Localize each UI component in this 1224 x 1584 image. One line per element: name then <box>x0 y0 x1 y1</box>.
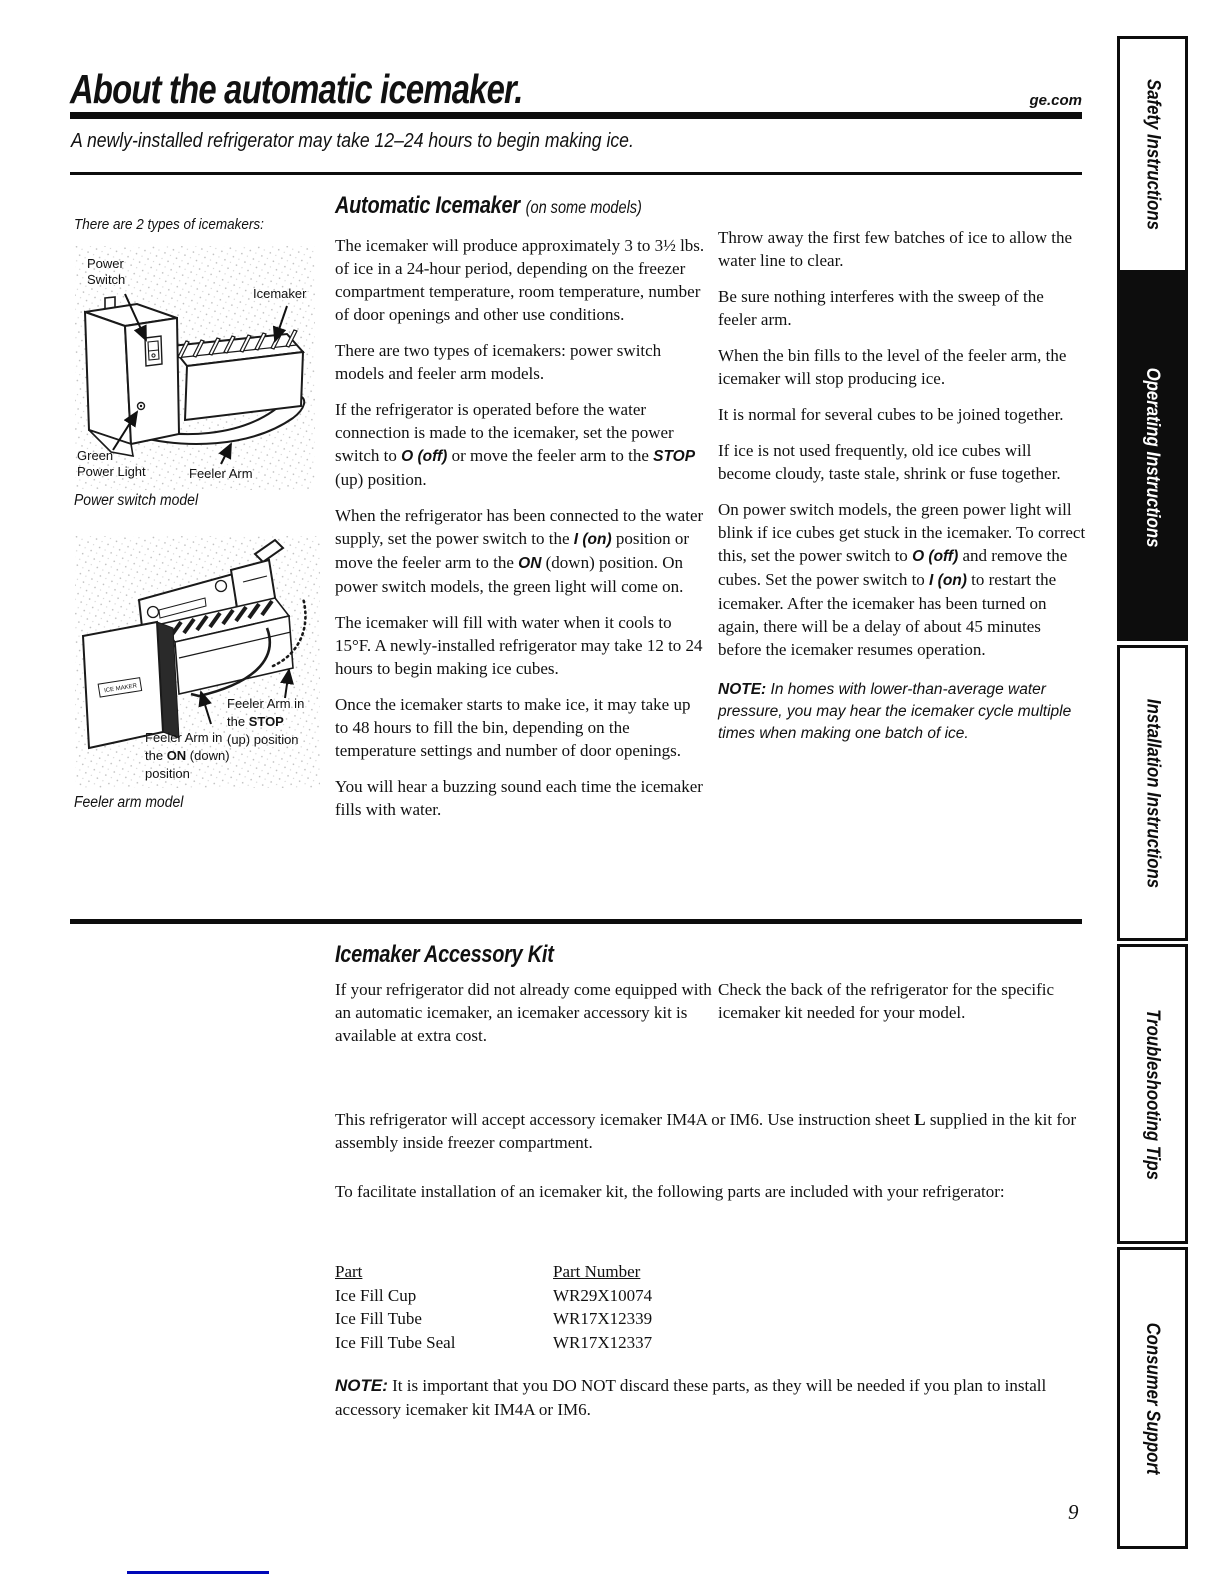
paragraph: Be sure nothing interferes with the sweep of the feeler arm. <box>718 287 1044 329</box>
stop-position-label-2: the STOP <box>227 714 284 729</box>
figures-intro: There are 2 types of icemakers: <box>74 216 264 233</box>
stop-position-label-1: Feeler Arm in <box>227 696 305 711</box>
on-position-label-1: Feeler Arm in <box>145 730 223 745</box>
part-cell: Ice Fill Tube Seal <box>335 1332 456 1352</box>
column-header-part: Part <box>335 1262 363 1281</box>
accessory-kit-column-2 <box>718 978 1090 1037</box>
paragraph: If the refrigerator is operated before the water connection is made to the icemaker, set the power switch to O (off) or move the feeler arm to the STOP (up) position. <box>335 400 696 489</box>
svg-text:ICE MAKER: ICE MAKER <box>103 683 138 695</box>
figure2-caption: Feeler arm model <box>74 794 184 811</box>
table-row <box>335 1331 652 1355</box>
paragraph: When the refrigerator has been connected to the water supply, set the power switch to the I (on) position or move the feeler arm to the ON (down) position. On power switch models, the green light will come on. <box>335 506 704 596</box>
paragraph: It is normal for several cubes to be joined together. <box>718 405 1064 424</box>
automatic-icemaker-column-2 <box>718 226 1086 745</box>
subtitle-rule <box>70 172 1082 175</box>
on-position-label-3: position <box>145 766 190 781</box>
paragraph: On power switch models, the green power light will blink if ice cubes get stuck in the icemaker. To correct this, set the power switch to O (off) and remove the cubes. Set the power switch to I (on) to restart the icemaker. After the icemaker has been turned on again, there will be a delay of about 45 minutes before the icemaker resumes operation. <box>718 500 1086 659</box>
part-cell: Ice Fill Tube <box>335 1309 422 1328</box>
on-position-label-2: the ON (down) <box>145 748 230 763</box>
title-rule <box>70 112 1082 119</box>
section-heading-accessory-kit: Icemaker Accessory Kit <box>335 941 554 968</box>
icemaker-label: Icemaker <box>253 286 307 301</box>
accessory-kit-note <box>335 1374 1092 1422</box>
part-number-cell: WR17X12339 <box>553 1309 653 1328</box>
page-subtitle: A newly-installed refrigerator may take 12–24 hours to begin making ice. <box>71 130 634 152</box>
paragraph: This refrigerator will accept accessory icemaker IM4A or IM6. Use instruction sheet L supplied in the kit for assembly inside freezer compartment. <box>335 1110 1077 1152</box>
column-header-part-number: Part Number <box>553 1262 641 1281</box>
note-paragraph: NOTE: In homes with lower-than-average water pressure, you may hear the icemaker cycle multiple times when making one batch of ice. <box>718 681 1072 742</box>
table-row <box>335 1284 652 1308</box>
parts-table-header-row <box>335 1260 652 1284</box>
sidebar-tab-installation-instructions: Installation Instructions <box>1117 645 1188 941</box>
accessory-kit-full-paragraph-2 <box>335 1180 1092 1216</box>
section-heading-automatic-icemaker: Automatic Icemaker (on some models) <box>335 192 642 219</box>
paragraph: If your refrigerator did not already come equipped with an automatic icemaker, an icemaker accessory kit is available at extra cost. <box>335 980 712 1045</box>
paragraph: Check the back of the refrigerator for the specific icemaker kit needed for your model. <box>718 980 1055 1022</box>
paragraph: Once the icemaker starts to make ice, it may take up to 48 hours to fill the bin, depending on the temperature settings and number of door openings. <box>335 695 691 760</box>
sidebar-tab-safety-instructions: Safety Instructions <box>1117 36 1188 273</box>
green-light-label: Green <box>77 448 114 463</box>
power-switch-model-figure <box>75 246 315 490</box>
feeler-arm-label: Feeler Arm <box>189 466 253 481</box>
sidebar-tab-operating-instructions: Operating Instructions <box>1117 273 1188 641</box>
registration-mark <box>127 1571 269 1574</box>
note-paragraph: NOTE: It is important that you DO NOT discard these parts, as they will be needed if you plan to install accessory icemaker kit IM4A or IM6. <box>335 1376 1047 1419</box>
paragraph: Throw away the first few batches of ice to allow the water line to clear. <box>718 228 1073 270</box>
paragraph: To facilitate installation of an icemaker kit, the following parts are included with your refrigerator: <box>335 1182 1005 1201</box>
page-number: 9 <box>1068 1500 1079 1524</box>
part-number-cell: WR17X12337 <box>553 1332 653 1352</box>
table-row <box>335 1307 652 1331</box>
sidebar-tab-consumer-support: Consumer Support <box>1117 1247 1188 1549</box>
sidebar-tab-troubleshooting-tips: Troubleshooting Tips <box>1117 944 1188 1244</box>
paragraph: There are two types of icemakers: power switch models and feeler arm models. <box>335 341 662 383</box>
automatic-icemaker-column-1 <box>335 192 707 834</box>
paragraph: You will hear a buzzing sound each time the icemaker fills with water. <box>335 777 703 819</box>
website-text: ge.com <box>1029 92 1082 109</box>
parts-table <box>335 1260 652 1354</box>
figure1-caption: Power switch model <box>74 492 199 509</box>
part-cell: Ice Fill Cup <box>335 1285 417 1305</box>
accessory-kit-column-1 <box>335 978 717 1060</box>
paragraph: The icemaker will fill with water when it cools to 15°F. A newly-installed refrigerator may take 12 to 24 hours to begin making ice cubes. <box>335 613 703 678</box>
paragraph: If ice is not used frequently, old ice cubes will become cloudy, taste stale, shrink or fuse together. <box>718 441 1061 483</box>
stop-position-label-3: (up) position <box>227 732 299 747</box>
section-rule <box>70 919 1082 924</box>
part-number-cell: WR29X10074 <box>553 1285 653 1305</box>
power-switch-label-2: Switch <box>87 272 126 287</box>
paragraph: When the bin fills to the level of the feeler arm, the icemaker will stop producing ice. <box>718 346 1067 388</box>
accessory-kit-full-paragraph-1 <box>335 1108 1092 1167</box>
paragraph: The icemaker will produce approximately 3 to 3½ lbs. of ice in a 24-hour period, depending on the freezer compartment temperature, room temperature, number of door openings and other use conditions. <box>335 236 705 324</box>
page-title: About the automatic icemaker. <box>70 66 523 112</box>
feeler-arm-model-figure <box>75 536 320 788</box>
green-light-label-2: Power Light <box>77 464 146 479</box>
power-switch-label: Power <box>87 256 124 271</box>
